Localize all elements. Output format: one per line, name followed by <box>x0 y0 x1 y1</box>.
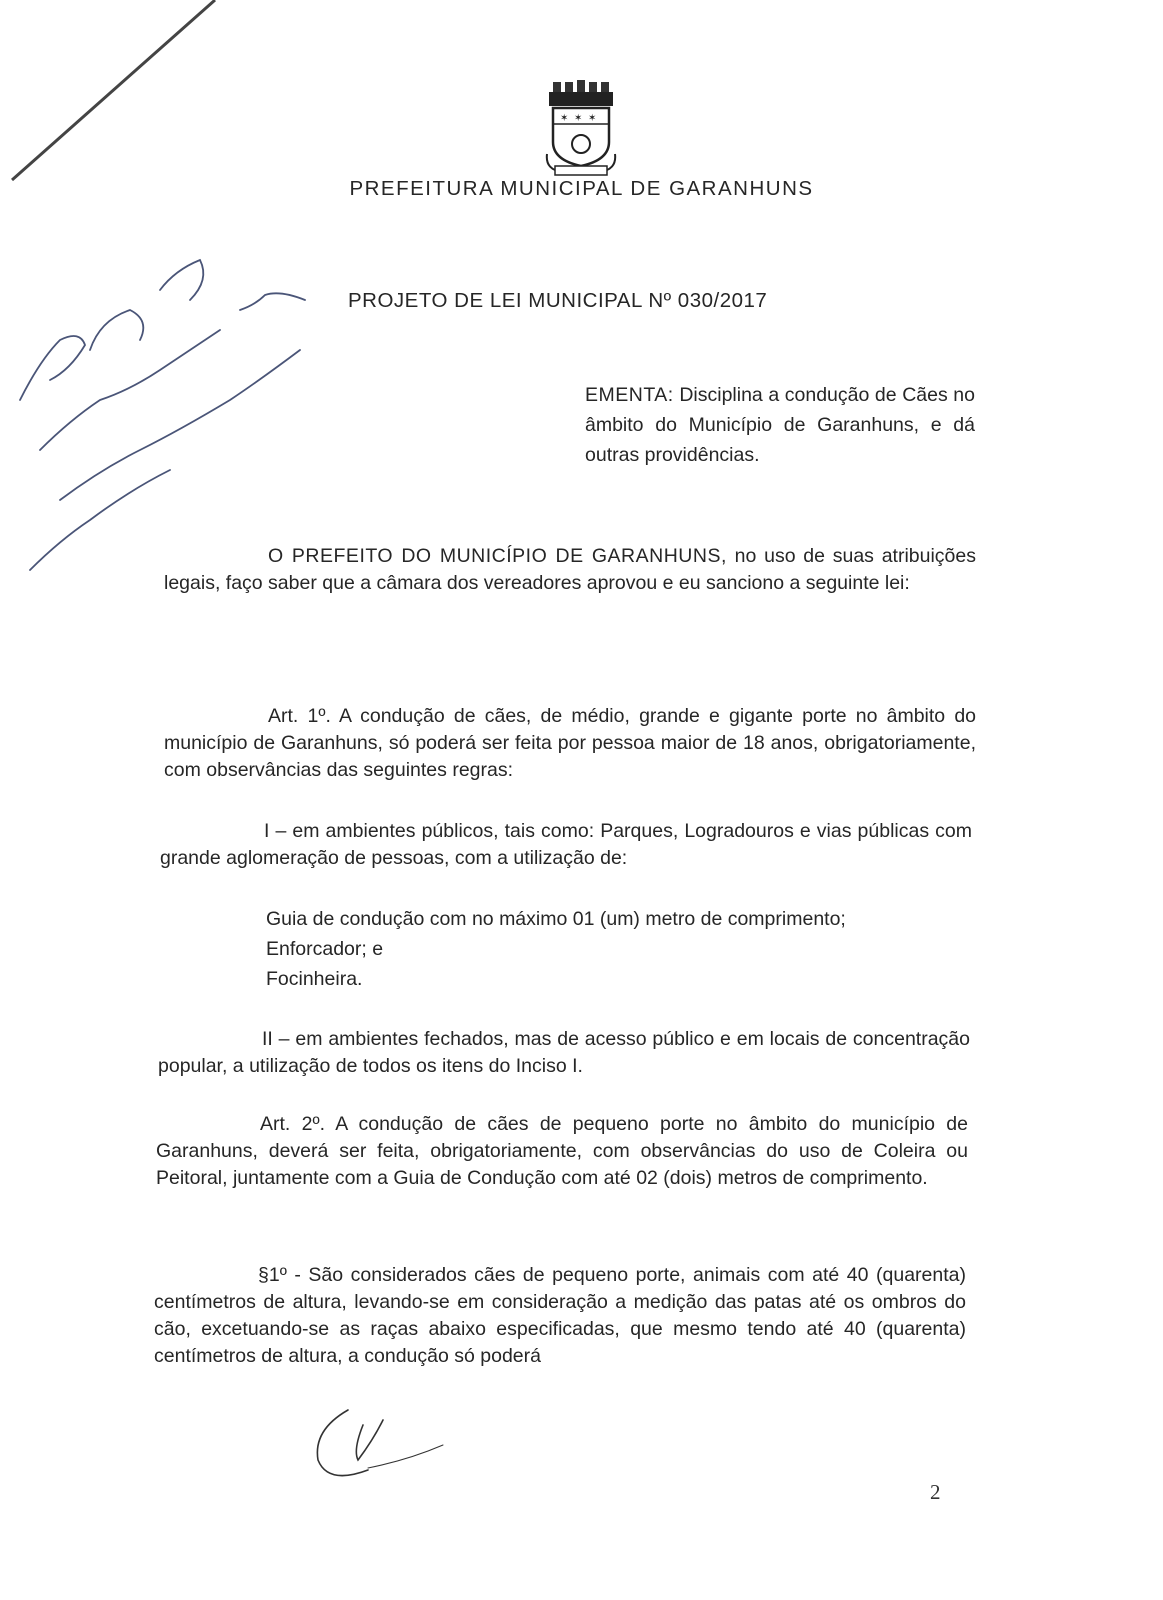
article-2 <box>156 1111 968 1192</box>
svg-text:✶: ✶ <box>574 113 583 124</box>
article-1-label: Art. 1º. <box>268 705 331 727</box>
article-2-text: A condução de cães de pequeno porte no âmbito do município de Garanhuns, deverá ser feita, obrigatoriamente, com observâncias do uso de Coleira ou Peitoral, juntamente com a Guia de Condução com até 02 (dois) metros de comprimento. <box>156 1113 968 1189</box>
scan-corner-line <box>0 0 240 190</box>
article-1-text: A condução de cães, de médio, grande e gigante porte no âmbito do município de Garanhuns, só poderá ser feita por pessoa maior de 18 anos, obrigatoriamente, com observâncias das seguintes regras: <box>164 705 977 781</box>
list-item: Guia de condução com no máximo 01 (um) metro de comprimento; <box>266 908 846 930</box>
ementa-text: Disciplina a condução de Cães no âmbito do Município de Garanhuns, e dá outras providências. <box>585 384 975 466</box>
initials-signature-icon <box>308 1400 448 1490</box>
intro-paragraph <box>164 543 976 597</box>
list-item: Enforcador; e <box>266 938 384 960</box>
intro-emphasis: O PREFEITO DO MUNICÍPIO DE GARANHUNS, <box>268 545 727 567</box>
header-title: PREFEITURA MUNICIPAL DE GARANHUNS <box>349 177 814 200</box>
article-1 <box>164 703 976 784</box>
inciso-1-items <box>266 904 976 994</box>
ementa-label: EMENTA: <box>585 384 674 406</box>
inciso-1-text: I – em ambientes públicos, tais como: Parques, Logradouros e vias públicas com grande aglomeração de pessoas, com a utilização de: <box>160 820 972 869</box>
intro-text: no uso de suas atribuições legais, faço saber que a câmara dos vereadores aprovou e eu sanciono a seguinte lei: <box>164 545 976 594</box>
inciso-2 <box>158 1026 970 1080</box>
list-item: Focinheira. <box>266 968 363 990</box>
ementa-block <box>585 380 975 470</box>
inciso-1 <box>160 818 972 872</box>
page-number: 2 <box>930 1480 941 1504</box>
bill-title: PROJETO DE LEI MUNICIPAL Nº 030/2017 <box>348 289 768 312</box>
coat-of-arms-icon <box>545 80 617 178</box>
inciso-2-text: II – em ambientes fechados, mas de acesso público e em locais de concentração popular, a utilização de todos os itens do Inciso I. <box>158 1028 970 1077</box>
svg-text:✶: ✶ <box>588 113 597 124</box>
paragraph-1 <box>154 1262 966 1370</box>
svg-text:✶: ✶ <box>560 113 569 124</box>
article-2-label: Art. 2º. <box>260 1113 326 1135</box>
paragraph-1-text: §1º - São considerados cães de pequeno porte, animais com até 40 (quarenta) centímetros de altura, levando-se em consideração a medição das patas até os ombros do cão, excetuando-se as raças abaixo especificadas, que mesmo tendo até 40 (quarenta) centímetros de altura, a condução só poderá <box>154 1264 966 1367</box>
